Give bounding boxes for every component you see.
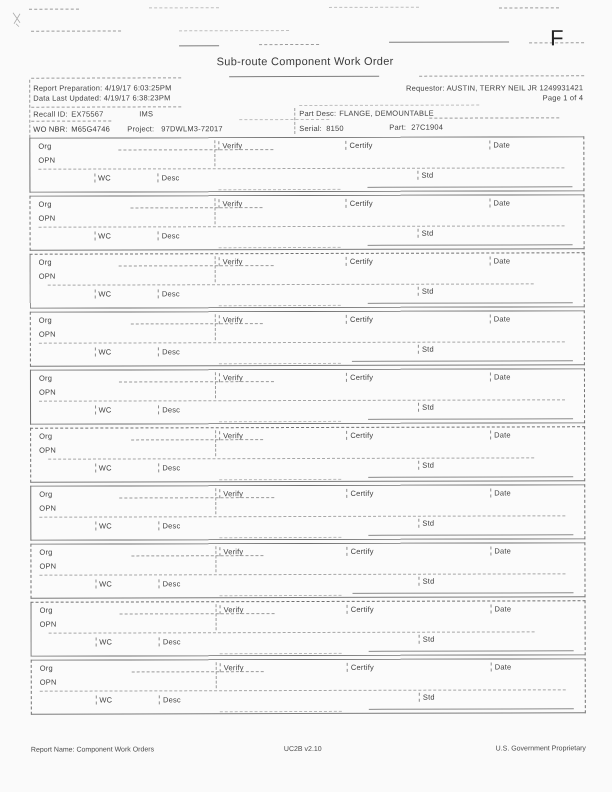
opn-label: OPN (39, 503, 57, 513)
work-order-block (30, 484, 585, 540)
opn-fill-line (39, 225, 564, 227)
opn-label: OPN (38, 213, 56, 223)
desc-fill-line (220, 711, 342, 712)
verify-separator (214, 140, 215, 166)
org-label: Org (39, 663, 53, 673)
wc-label: WC (94, 290, 111, 299)
page-number: Page 1 of 4 (542, 93, 584, 103)
org-fill-line (130, 207, 263, 208)
recall-id-value: EX75567 (71, 109, 104, 119)
date-label: Date (490, 314, 511, 323)
verify-label: Verify (220, 663, 244, 672)
certify-label: Certify (346, 315, 373, 324)
opn-fill-line (40, 573, 565, 575)
verify-label: Verify (219, 431, 243, 440)
project-value: 97DWLM3-72017 (161, 124, 223, 134)
date-label: Date (491, 662, 512, 671)
opn-label: OPN (39, 445, 57, 455)
org-fill-line (131, 671, 264, 672)
certify-label: Certify (346, 431, 373, 440)
wc-label: WC (95, 406, 112, 415)
footer-version: UC2B v2.10 (283, 745, 322, 754)
org-fill-line (119, 149, 274, 150)
std-label: Std (418, 287, 434, 296)
verify-separator (215, 430, 216, 456)
blocks-container (29, 136, 586, 717)
certify-label: Certify (347, 663, 374, 672)
certify-label: Certify (346, 373, 373, 382)
desc-label: Desc (158, 231, 180, 240)
ims-label: IMS (139, 109, 154, 119)
scan-artifact (389, 41, 509, 42)
scan-artifact (29, 9, 79, 10)
std-fill-line (368, 244, 573, 246)
std-fill-line (369, 534, 574, 536)
desc-label: Desc (159, 637, 181, 646)
desc-fill-line (219, 363, 341, 364)
org-label: Org (39, 605, 53, 615)
certify-label: Certify (346, 199, 373, 208)
wo-nbr-label: WO NBR: (33, 124, 68, 134)
desc-label: Desc (159, 579, 181, 588)
opn-label: OPN (39, 619, 57, 629)
org-fill-line (119, 381, 274, 382)
verify-separator (216, 604, 217, 630)
footer-report-name: Report Name: Component Work Orders (30, 746, 155, 754)
opn-fill-line (48, 631, 535, 633)
report-preparation: Report Preparation: 4/19/17 6:03:25PM (33, 83, 172, 93)
wc-label: WC (94, 174, 111, 183)
work-order-block (29, 136, 584, 192)
org-label: Org (38, 373, 53, 383)
org-label: Org (39, 489, 53, 499)
date-label: Date (489, 140, 510, 149)
wc-label: WC (95, 522, 112, 531)
opn-label: OPN (39, 561, 57, 571)
work-order-block (29, 194, 584, 250)
verify-separator (215, 198, 216, 224)
std-label: Std (418, 461, 434, 470)
org-fill-line (120, 613, 275, 614)
recall-id-label: Recall ID: (33, 109, 68, 119)
page-title: Sub-route Component Work Order (216, 55, 394, 69)
work-order-block (30, 542, 585, 598)
org-fill-line (131, 555, 264, 556)
opn-label: OPN (38, 387, 56, 397)
part-value: 27C1904 (411, 122, 444, 132)
opn-fill-line (39, 341, 564, 343)
certify-label: Certify (346, 257, 373, 266)
org-label: Org (38, 315, 52, 325)
std-fill-line (369, 476, 574, 478)
work-order-block (30, 426, 585, 482)
date-label: Date (490, 546, 511, 555)
verify-separator (216, 546, 217, 572)
desc-fill-line (220, 595, 342, 596)
work-order-block (31, 658, 586, 714)
scan-artifact (499, 7, 559, 8)
org-fill-line (119, 265, 274, 266)
std-label: Std (419, 577, 435, 586)
desc-label: Desc (158, 173, 180, 182)
desc-label: Desc (158, 289, 180, 298)
desc-label: Desc (159, 695, 181, 704)
scan-artifact (179, 30, 289, 31)
verify-separator (215, 488, 216, 514)
opn-label: OPN (39, 677, 57, 687)
date-label: Date (491, 604, 512, 613)
desc-label: Desc (158, 347, 180, 356)
wo-nbr-value: M65G4746 (71, 124, 111, 134)
std-label: Std (418, 171, 434, 180)
serial-label: Serial: (299, 123, 322, 134)
verify-separator (215, 256, 216, 282)
date-label: Date (490, 256, 511, 265)
desc-label: Desc (159, 521, 181, 530)
std-fill-line (369, 708, 574, 710)
certify-label: Certify (347, 547, 374, 556)
verify-label: Verify (219, 257, 243, 266)
wc-label: WC (95, 696, 112, 705)
std-fill-line (368, 418, 573, 420)
date-label: Date (490, 372, 511, 381)
corner-letter: F (550, 25, 565, 51)
opn-fill-line (40, 689, 565, 691)
org-label: Org (39, 431, 53, 441)
scan-artifact (259, 44, 319, 45)
org-label: Org (38, 199, 52, 209)
std-label: Std (418, 345, 434, 354)
verify-label: Verify (219, 547, 243, 556)
opn-fill-line (47, 283, 534, 285)
work-order-block (30, 310, 585, 366)
opn-fill-line (39, 167, 564, 169)
project-label: Project: (127, 124, 155, 134)
scan-artifact (419, 75, 584, 76)
wc-label: WC (95, 638, 112, 647)
verify-separator (216, 662, 217, 688)
org-label: Org (39, 547, 53, 557)
std-fill-line (369, 650, 574, 652)
opn-fill-line (48, 457, 535, 459)
verify-separator (215, 314, 216, 340)
std-label: Std (419, 693, 435, 702)
part-label: Part: (389, 122, 407, 132)
desc-fill-line (219, 247, 341, 248)
verify-label: Verify (219, 315, 243, 324)
opn-label: OPN (38, 155, 56, 165)
org-fill-line (130, 323, 263, 324)
std-fill-line (352, 360, 573, 362)
desc-fill-line (219, 479, 341, 480)
desc-label: Desc (158, 405, 180, 414)
std-fill-line (368, 302, 573, 304)
opn-label: OPN (38, 329, 56, 339)
desc-label: Desc (158, 463, 180, 472)
desc-fill-line (220, 653, 342, 654)
verify-label: Verify (220, 605, 244, 614)
footer-proprietary: U.S. Government Proprietary (495, 745, 586, 753)
opn-fill-line (40, 515, 565, 517)
certify-label: Certify (346, 141, 373, 150)
std-label: Std (418, 229, 434, 238)
scan-artifact (329, 7, 419, 8)
certify-label: Certify (347, 605, 374, 614)
certify-label: Certify (346, 489, 373, 498)
verify-label: Verify (219, 373, 243, 382)
work-order-block (30, 368, 585, 424)
scan-artifact (31, 30, 121, 31)
verify-label: Verify (219, 199, 243, 208)
requestor: Requestor: AUSTIN, TERRY NEIL JR 1249931421 (406, 83, 584, 93)
std-fill-line (352, 592, 573, 594)
opn-fill-line (39, 399, 564, 401)
part-desc-label: Part Desc: (299, 108, 337, 119)
serial-value: 8150 (326, 123, 344, 133)
scan-artifact (149, 7, 219, 8)
desc-fill-line (218, 189, 340, 190)
desc-fill-line (219, 421, 341, 422)
org-fill-line (131, 439, 264, 440)
date-label: Date (490, 430, 511, 439)
verify-label: Verify (218, 141, 242, 150)
work-order-block (30, 252, 585, 308)
verify-label: Verify (219, 489, 243, 498)
pen-mark-icon (11, 11, 25, 27)
org-label: Org (38, 141, 52, 151)
std-fill-line (368, 186, 573, 188)
desc-fill-line (219, 537, 341, 538)
date-label: Date (489, 198, 510, 207)
std-label: Std (418, 403, 434, 412)
work-order-block (31, 600, 586, 656)
wc-label: WC (95, 464, 112, 473)
scan-artifact (179, 45, 219, 46)
std-label: Std (419, 635, 435, 644)
date-label: Date (490, 488, 511, 497)
std-label: Std (418, 519, 434, 528)
verify-separator (215, 372, 216, 398)
desc-fill-line (219, 305, 341, 306)
org-fill-line (120, 497, 275, 498)
scan-artifact (229, 76, 379, 77)
data-last-updated: Data Last Updated: 4/19/17 6:38:23PM (33, 93, 171, 103)
wc-label: WC (94, 232, 111, 241)
org-label: Org (38, 257, 52, 267)
wc-label: WC (94, 348, 111, 357)
part-desc-value: FLANGE, DEMOUNTABLE (339, 108, 434, 118)
wc-label: WC (95, 580, 112, 589)
opn-label: OPN (38, 271, 56, 281)
